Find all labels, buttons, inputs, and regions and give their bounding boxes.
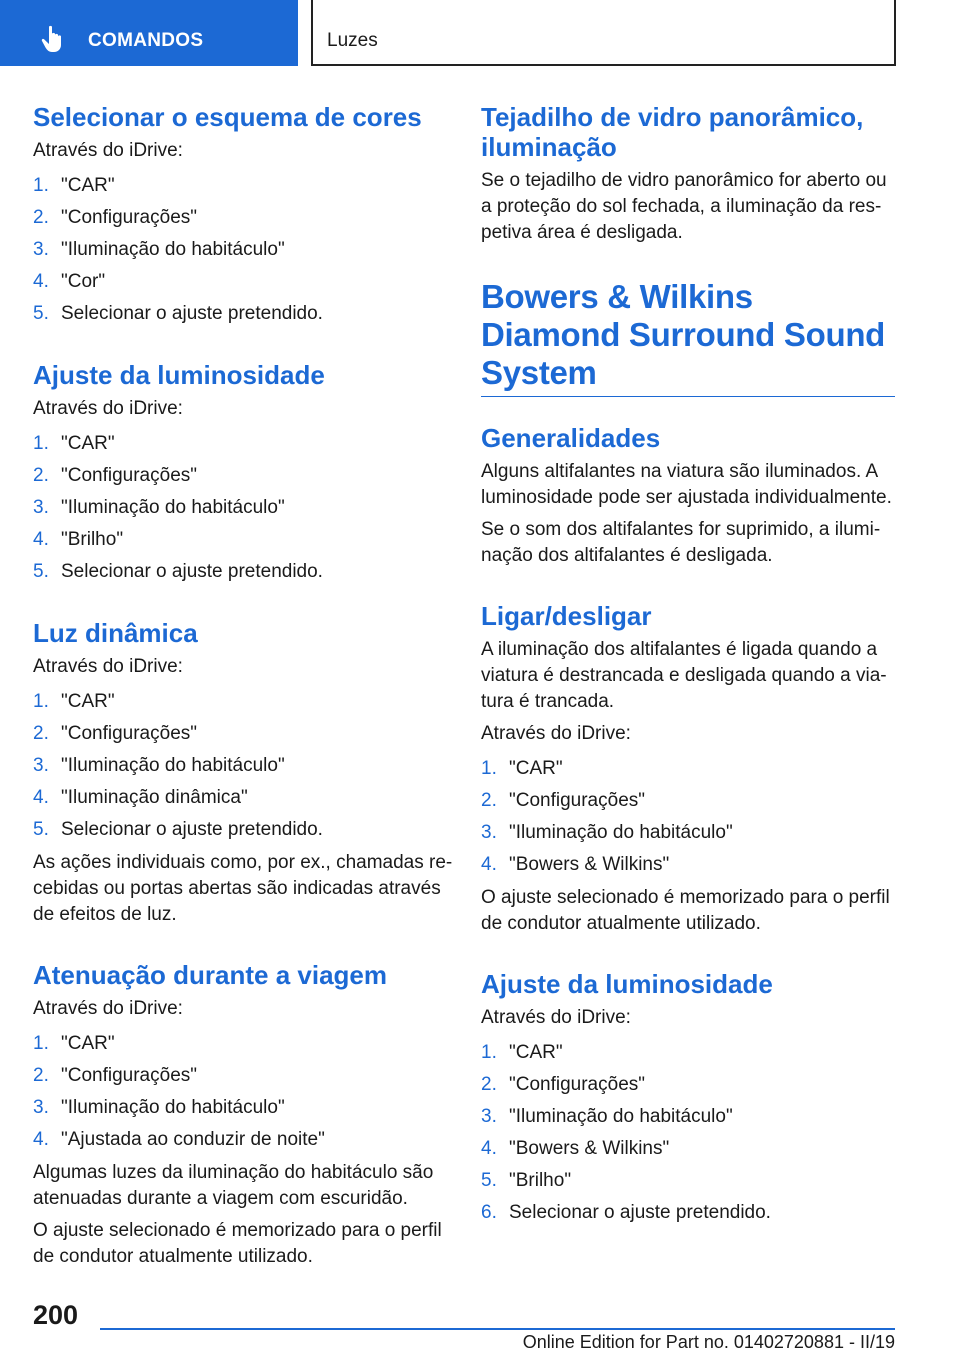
- intro-text: Através do iDrive:: [33, 140, 183, 161]
- steps-list: [33, 428, 453, 588]
- heading-color-scheme: Selecionar o esquema de cores: [33, 102, 422, 132]
- page-number: 200: [33, 1300, 79, 1330]
- intro-text: Através do iDrive:: [33, 398, 183, 419]
- left-column: [33, 100, 453, 1276]
- section-label: Luzes: [327, 30, 378, 51]
- steps-list: [33, 686, 453, 846]
- list-item: 2. "Configurações": [33, 1065, 198, 1086]
- intro-text: Através do iDrive:: [481, 1007, 631, 1028]
- intro-text: Através do iDrive:: [33, 998, 183, 1019]
- steps-list: [33, 1028, 453, 1156]
- list-item: 2. "Configurações": [33, 723, 198, 744]
- chapter-tab: [0, 0, 298, 66]
- list-item: 4. "Iluminação dinâmica": [33, 787, 248, 808]
- list-item: 1. "CAR": [33, 691, 115, 712]
- list-item: 3. "Iluminação do habitáculo": [481, 1106, 733, 1127]
- page-header: [0, 0, 960, 66]
- heading-dimming: Atenuação durante a viagem: [33, 960, 387, 990]
- note-text: O ajuste selecionado é memorizado para o perfil de condutor atualmente utilizado.: [481, 887, 890, 934]
- list-item: 4. "Brilho": [33, 529, 124, 550]
- intro-text: Através do iDrive:: [33, 656, 183, 677]
- body-text: Se o som dos altifalantes for suprimido, a ilumi-nação dos altifalantes é desligada.: [481, 519, 881, 566]
- list-item: 2. "Configurações": [481, 790, 646, 811]
- list-item: 4. "Ajustada ao conduzir de noite": [33, 1129, 325, 1150]
- note-text: Algumas luzes da iluminação do habitáculo são atenuadas durante a viagem com escuridão.: [33, 1162, 434, 1209]
- steps-list: [481, 753, 895, 881]
- list-item: 4. "Cor": [33, 271, 106, 292]
- heading-panoramic-roof: Tejadilho de vidro panorâmico, iluminação: [481, 102, 864, 162]
- list-item: 5. Selecionar o ajuste pretendido.: [33, 303, 323, 324]
- list-item: 3. "Iluminação do habitáculo": [481, 822, 733, 843]
- heading-dynamic-light: Luz dinâmica: [33, 618, 198, 648]
- body-text: Se o tejadilho de vidro panorâmico for aberto ou a proteção do sol fechada, a iluminação da res-petiva área é desligada.: [481, 170, 887, 243]
- list-item: 1. "CAR": [481, 758, 563, 779]
- body-text: Alguns altifalantes na viatura são iluminados. A luminosidade pode ser ajustada individualmente.: [481, 461, 892, 508]
- steps-list: [33, 170, 453, 330]
- list-item: 5. Selecionar o ajuste pretendido.: [33, 819, 323, 840]
- list-item: 3. "Iluminação do habitáculo": [33, 755, 285, 776]
- steps-list: [481, 1037, 895, 1229]
- heading-brightness-speakers: Ajuste da luminosidade: [481, 969, 773, 999]
- list-item: 3. "Iluminação do habitáculo": [33, 1097, 285, 1118]
- list-item: 1. "CAR": [33, 175, 115, 196]
- list-item: 2. "Configurações": [33, 207, 198, 228]
- heading-on-off: Ligar/desligar: [481, 601, 652, 631]
- list-item: 2. "Configurações": [33, 465, 198, 486]
- section-tab: [311, 0, 896, 66]
- page-footer: [0, 1290, 960, 1362]
- list-item: 2. "Configurações": [481, 1074, 646, 1095]
- list-item: 1. "CAR": [481, 1042, 563, 1063]
- intro-text: Através do iDrive:: [481, 723, 631, 744]
- chapter-heading: Bowers & Wilkins Diamond Surround Sound System: [481, 278, 895, 397]
- list-item: 6. Selecionar o ajuste pretendido.: [481, 1202, 771, 1223]
- note-text: O ajuste selecionado é memorizado para o perfil de condutor atualmente utilizado.: [33, 1220, 442, 1267]
- heading-brightness: Ajuste da luminosidade: [33, 360, 325, 390]
- list-item: 5. "Brilho": [481, 1170, 572, 1191]
- body-text: A iluminação dos altifalantes é ligada quando a viatura é destrancada e desligada quando a via-tura é trancada.: [481, 639, 887, 712]
- chapter-tab-label: COMANDOS: [88, 30, 204, 51]
- heading-general: Generalidades: [481, 423, 661, 453]
- list-item: 1. "CAR": [33, 1033, 115, 1054]
- list-item: 4. "Bowers & Wilkins": [481, 854, 670, 875]
- list-item: 5. Selecionar o ajuste pretendido.: [33, 561, 323, 582]
- list-item: 1. "CAR": [33, 433, 115, 454]
- right-column: [481, 100, 895, 1233]
- footer-divider: [100, 1328, 895, 1330]
- list-item: 3. "Iluminação do habitáculo": [33, 497, 285, 518]
- pointing-hand-icon: [40, 25, 66, 53]
- list-item: 3. "Iluminação do habitáculo": [33, 239, 285, 260]
- edition-text: Online Edition for Part no. 01402720881 - II/19: [522, 1332, 895, 1352]
- list-item: 4. "Bowers & Wilkins": [481, 1138, 670, 1159]
- note-text: As ações individuais como, por ex., chamadas re-cebidas ou portas abertas são indicadas através de efeitos de luz.: [33, 852, 453, 925]
